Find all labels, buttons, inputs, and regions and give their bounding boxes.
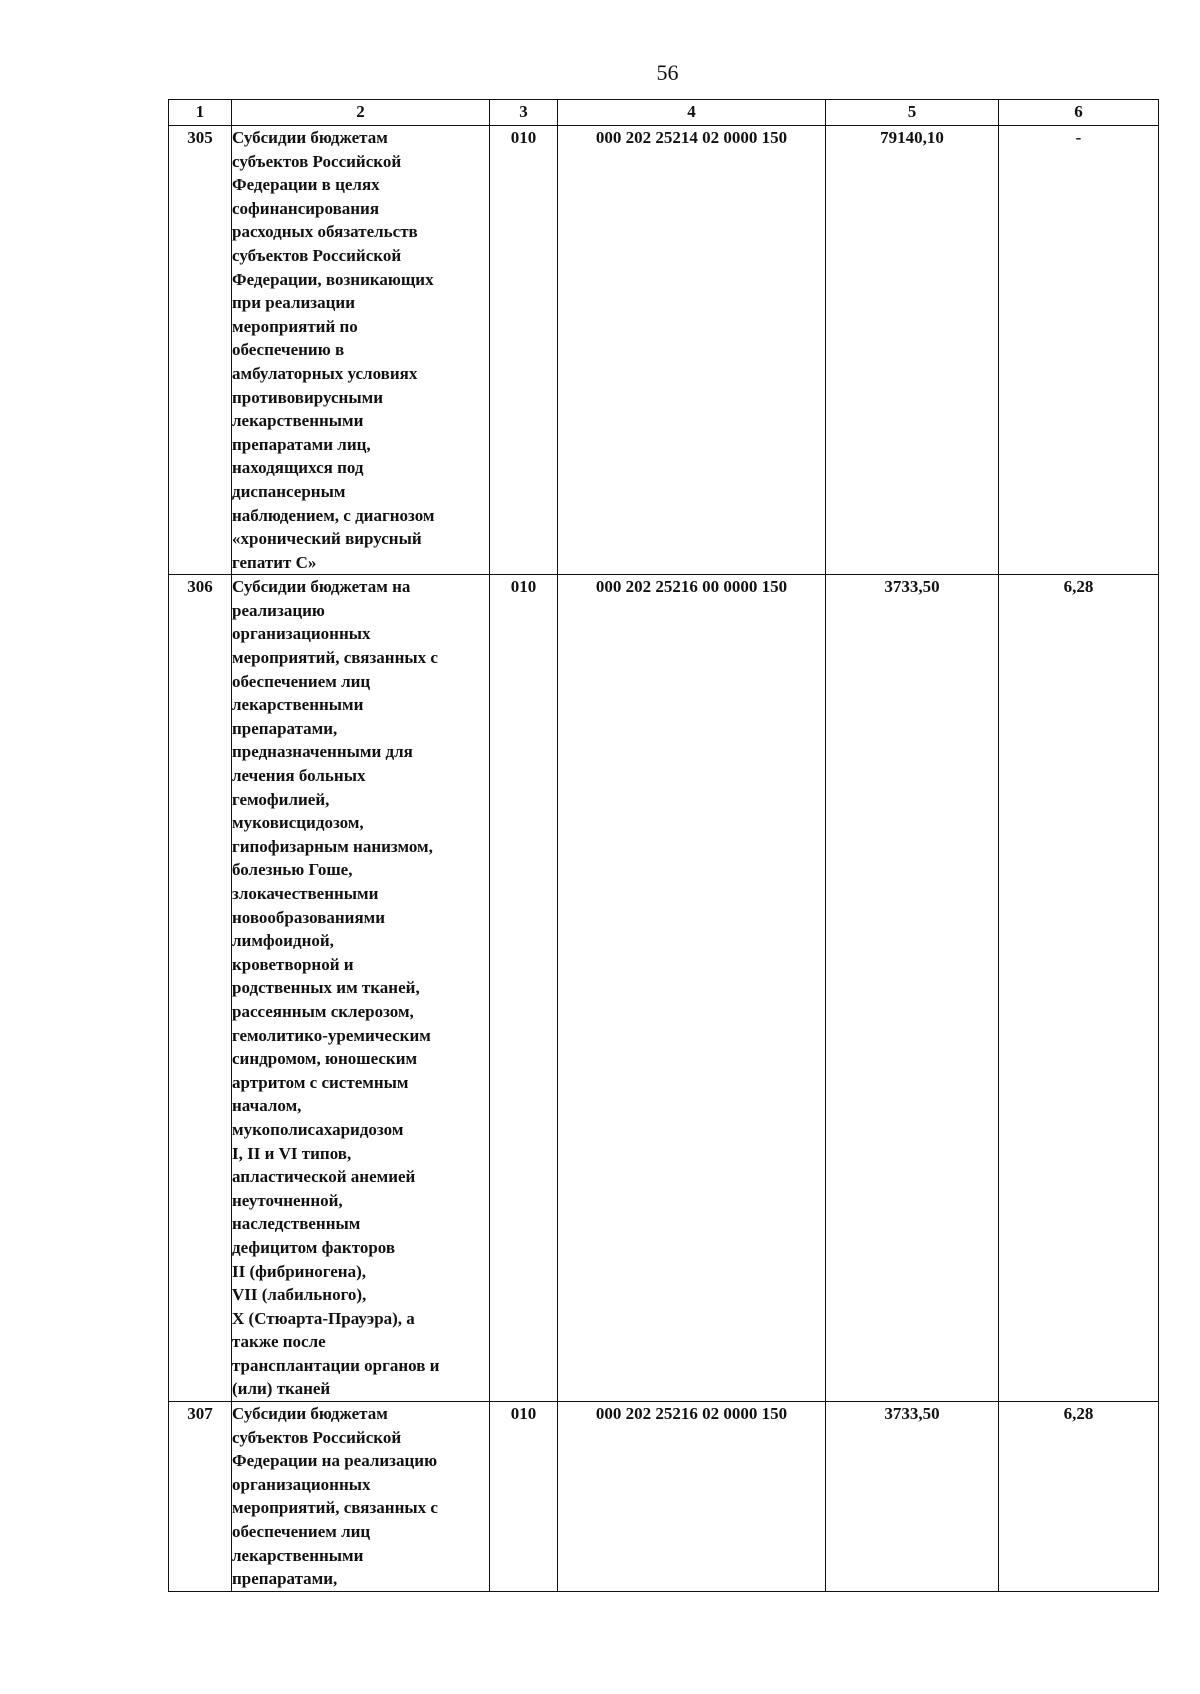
row-amount: 79140,10 [826,126,999,575]
description-line: Федерации в целях [232,175,380,195]
description-line: субъектов Российской [232,151,402,171]
description-line: лечения больных [232,766,366,786]
description-line: муковисцидозом, [232,813,364,833]
description-line: трансплантации органов и [232,1355,440,1375]
description-line: болезнью Гоше, [232,860,353,880]
table-row [169,1402,1159,1592]
row-description [232,1402,490,1592]
description-line: мероприятий, связанных с [232,1498,438,1518]
description-line: субъектов Российской [232,1427,402,1447]
header-col-6: 6 [999,100,1159,126]
description-line: артритом с системным [232,1072,409,1092]
row-admin-code: 010 [490,126,558,575]
row-budget-code: 000 202 25216 00 0000 150 [558,575,826,1402]
header-col-3: 3 [490,100,558,126]
description-line: диспансерным [232,481,346,501]
description-line: мукополисахаридозом [232,1119,404,1139]
row-percent: 6,28 [999,575,1159,1402]
description-line: также после [232,1332,326,1352]
description-line: мероприятий по [232,316,358,336]
row-admin-code: 010 [490,575,558,1402]
description-line: II (фибриногена), [232,1261,366,1281]
description-line: Субсидии бюджетам на [232,577,411,597]
description-line: апластической анемией [232,1167,416,1187]
description-line: X (Стюарта-Прауэра), а [232,1308,415,1328]
description-line: Федерации, возникающих [232,269,434,289]
row-budget-code: 000 202 25214 02 0000 150 [558,126,826,575]
description-line: обеспечению в [232,340,345,360]
description-line: I, II и VI типов, [232,1143,352,1163]
description-line: VII (лабильного), [232,1285,367,1305]
description-line: гемолитико-уремическим [232,1025,431,1045]
description-line: наблюдением, с диагнозом [232,505,435,525]
description-line: «хронический вирусный [232,529,422,549]
row-percent: - [999,126,1159,575]
header-col-2: 2 [232,100,490,126]
description-line: Субсидии бюджетам [232,1404,388,1424]
description-line: лекарственными [232,411,364,431]
description-line: Федерации на реализацию [232,1451,438,1471]
description-line: гепатит С» [232,552,317,572]
header-col-4: 4 [558,100,826,126]
row-number: 307 [169,1402,232,1592]
description-line: неуточненной, [232,1190,343,1210]
description-line: софинансирования [232,198,380,218]
description-line: родственных им тканей, [232,978,420,998]
description-line: субъектов Российской [232,245,402,265]
description-line: лекарственными [232,1545,364,1565]
description-line: препаратами лиц, [232,434,371,454]
row-budget-code: 000 202 25216 02 0000 150 [558,1402,826,1592]
description-line: препаратами, [232,1569,338,1589]
row-number: 305 [169,126,232,575]
row-amount: 3733,50 [826,1402,999,1592]
header-col-1: 1 [169,100,232,126]
row-percent: 6,28 [999,1402,1159,1592]
description-line: наследственным [232,1214,361,1234]
description-line: лекарственными [232,695,364,715]
description-line: амбулаторных условиях [232,363,418,383]
description-line: Субсидии бюджетам [232,128,388,147]
budget-table [168,99,1159,1592]
description-line: гемофилией, [232,789,330,809]
page-number: 56 [656,60,679,85]
description-line: расходных обязательств [232,222,418,242]
description-line: гипофизарным нанизмом, [232,836,433,856]
description-line: препаратами, [232,718,338,738]
description-line: дефицитом факторов [232,1237,396,1257]
description-line: мероприятий, связанных с [232,648,438,668]
description-line: реализацию [232,600,325,620]
description-line: обеспечением лиц [232,671,371,691]
row-description [232,575,490,1402]
description-line: лимфоидной, [232,931,334,951]
description-line: началом, [232,1096,302,1116]
table-row [169,575,1159,1402]
description-line: находящихся под [232,458,364,478]
description-line: (или) тканей [232,1379,331,1399]
row-admin-code: 010 [490,1402,558,1592]
description-line: организационных [232,1474,371,1494]
header-row [169,100,1159,126]
description-line: при реализации [232,293,355,313]
description-line: предназначенными для [232,742,413,762]
description-line: обеспечением лиц [232,1522,371,1542]
row-number: 306 [169,575,232,1402]
row-description [232,126,490,575]
description-line: организационных [232,624,371,644]
header-col-5: 5 [826,100,999,126]
description-line: злокачественными [232,884,379,903]
table-row [169,126,1159,575]
description-line: синдромом, юношеским [232,1049,418,1069]
description-line: кроветворной и [232,954,354,974]
description-line: новообразованиями [232,907,386,927]
row-amount: 3733,50 [826,575,999,1402]
description-line: противовирусными [232,387,383,407]
description-line: рассеянным склерозом, [232,1001,414,1021]
